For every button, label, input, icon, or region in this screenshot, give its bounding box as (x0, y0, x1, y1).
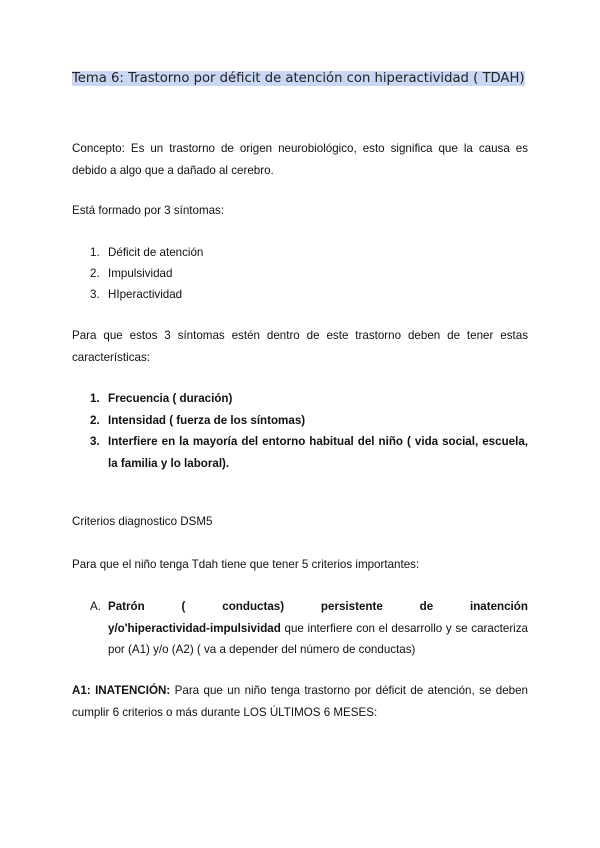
sintomas-list (72, 242, 528, 305)
list-text: Déficit de atención (108, 246, 204, 259)
list-number: 1. (90, 392, 100, 405)
word: conductas) (222, 600, 285, 613)
criterios-intro: Para que el niño tenga Tdah tiene que tener 5 criterios importantes: (72, 558, 420, 571)
word: inatención (469, 600, 528, 613)
list-item (72, 410, 528, 432)
list-number: 2. (90, 267, 100, 280)
list-number: 2. (90, 413, 100, 427)
list-item (72, 242, 528, 263)
criterio-a-rest (108, 618, 528, 661)
criterio-a (72, 596, 528, 661)
criterio-letter: A. (90, 600, 101, 613)
word: Patrón (108, 600, 145, 613)
list-item (72, 431, 528, 474)
list-number: 3. (90, 288, 100, 301)
a1-paragraph (72, 680, 528, 724)
list-number: 3. (90, 435, 100, 448)
word: persistente (320, 600, 383, 613)
list-text: Impulsividad (108, 267, 173, 280)
criterio-a-line1 (108, 596, 528, 618)
criterio-a-text: que interfiere con el desarrollo y se caracteriza por (A1) y/o (A2) ( va a depender del número de conductas) (108, 621, 528, 656)
word: ( (181, 600, 186, 613)
criterios-heading: Criterios diagnostico DSM5 (72, 515, 213, 528)
criterio-a-bold: y/o'hiperactividad-impulsividad (108, 621, 281, 635)
list-text: Intensidad ( fuerza de los síntomas) (108, 413, 306, 427)
sintomas-intro: Está formado por 3 síntomas: (72, 204, 225, 217)
list-item (72, 284, 528, 305)
list-text: Interfiere en la mayoría del entorno habitual del niño ( vida social, escuela, la familia y lo laboral). (108, 435, 528, 470)
caracteristicas-intro: Para que estos 3 síntomas estén dentro de este trastorno deben de tener estas características: (72, 329, 528, 364)
concepto-paragraph: Concepto: Es un trastorno de origen neurobiológico, esto significa que la causa es debido a algo que a dañado al cerebro. (72, 142, 528, 177)
list-text: Frecuencia ( duración) (108, 392, 233, 405)
list-text: HIperactividad (108, 288, 183, 301)
list-number: 1. (90, 246, 100, 259)
document-title-text: Tema 6: Trastorno por déficit de atención con hiperactividad ( TDAH) (72, 71, 525, 86)
document-title (72, 70, 528, 88)
a1-label: A1: INATENCIÓN: (72, 684, 171, 697)
caracteristicas-list (72, 388, 528, 474)
a1-text: Para que un niño tenga trastorno por déficit de atención, se deben cumplir 6 criterios o más durante LOS ÚLTIMOS 6 MESES: (72, 684, 528, 719)
list-item (72, 263, 528, 284)
list-item (72, 388, 528, 410)
word: de (419, 600, 434, 613)
